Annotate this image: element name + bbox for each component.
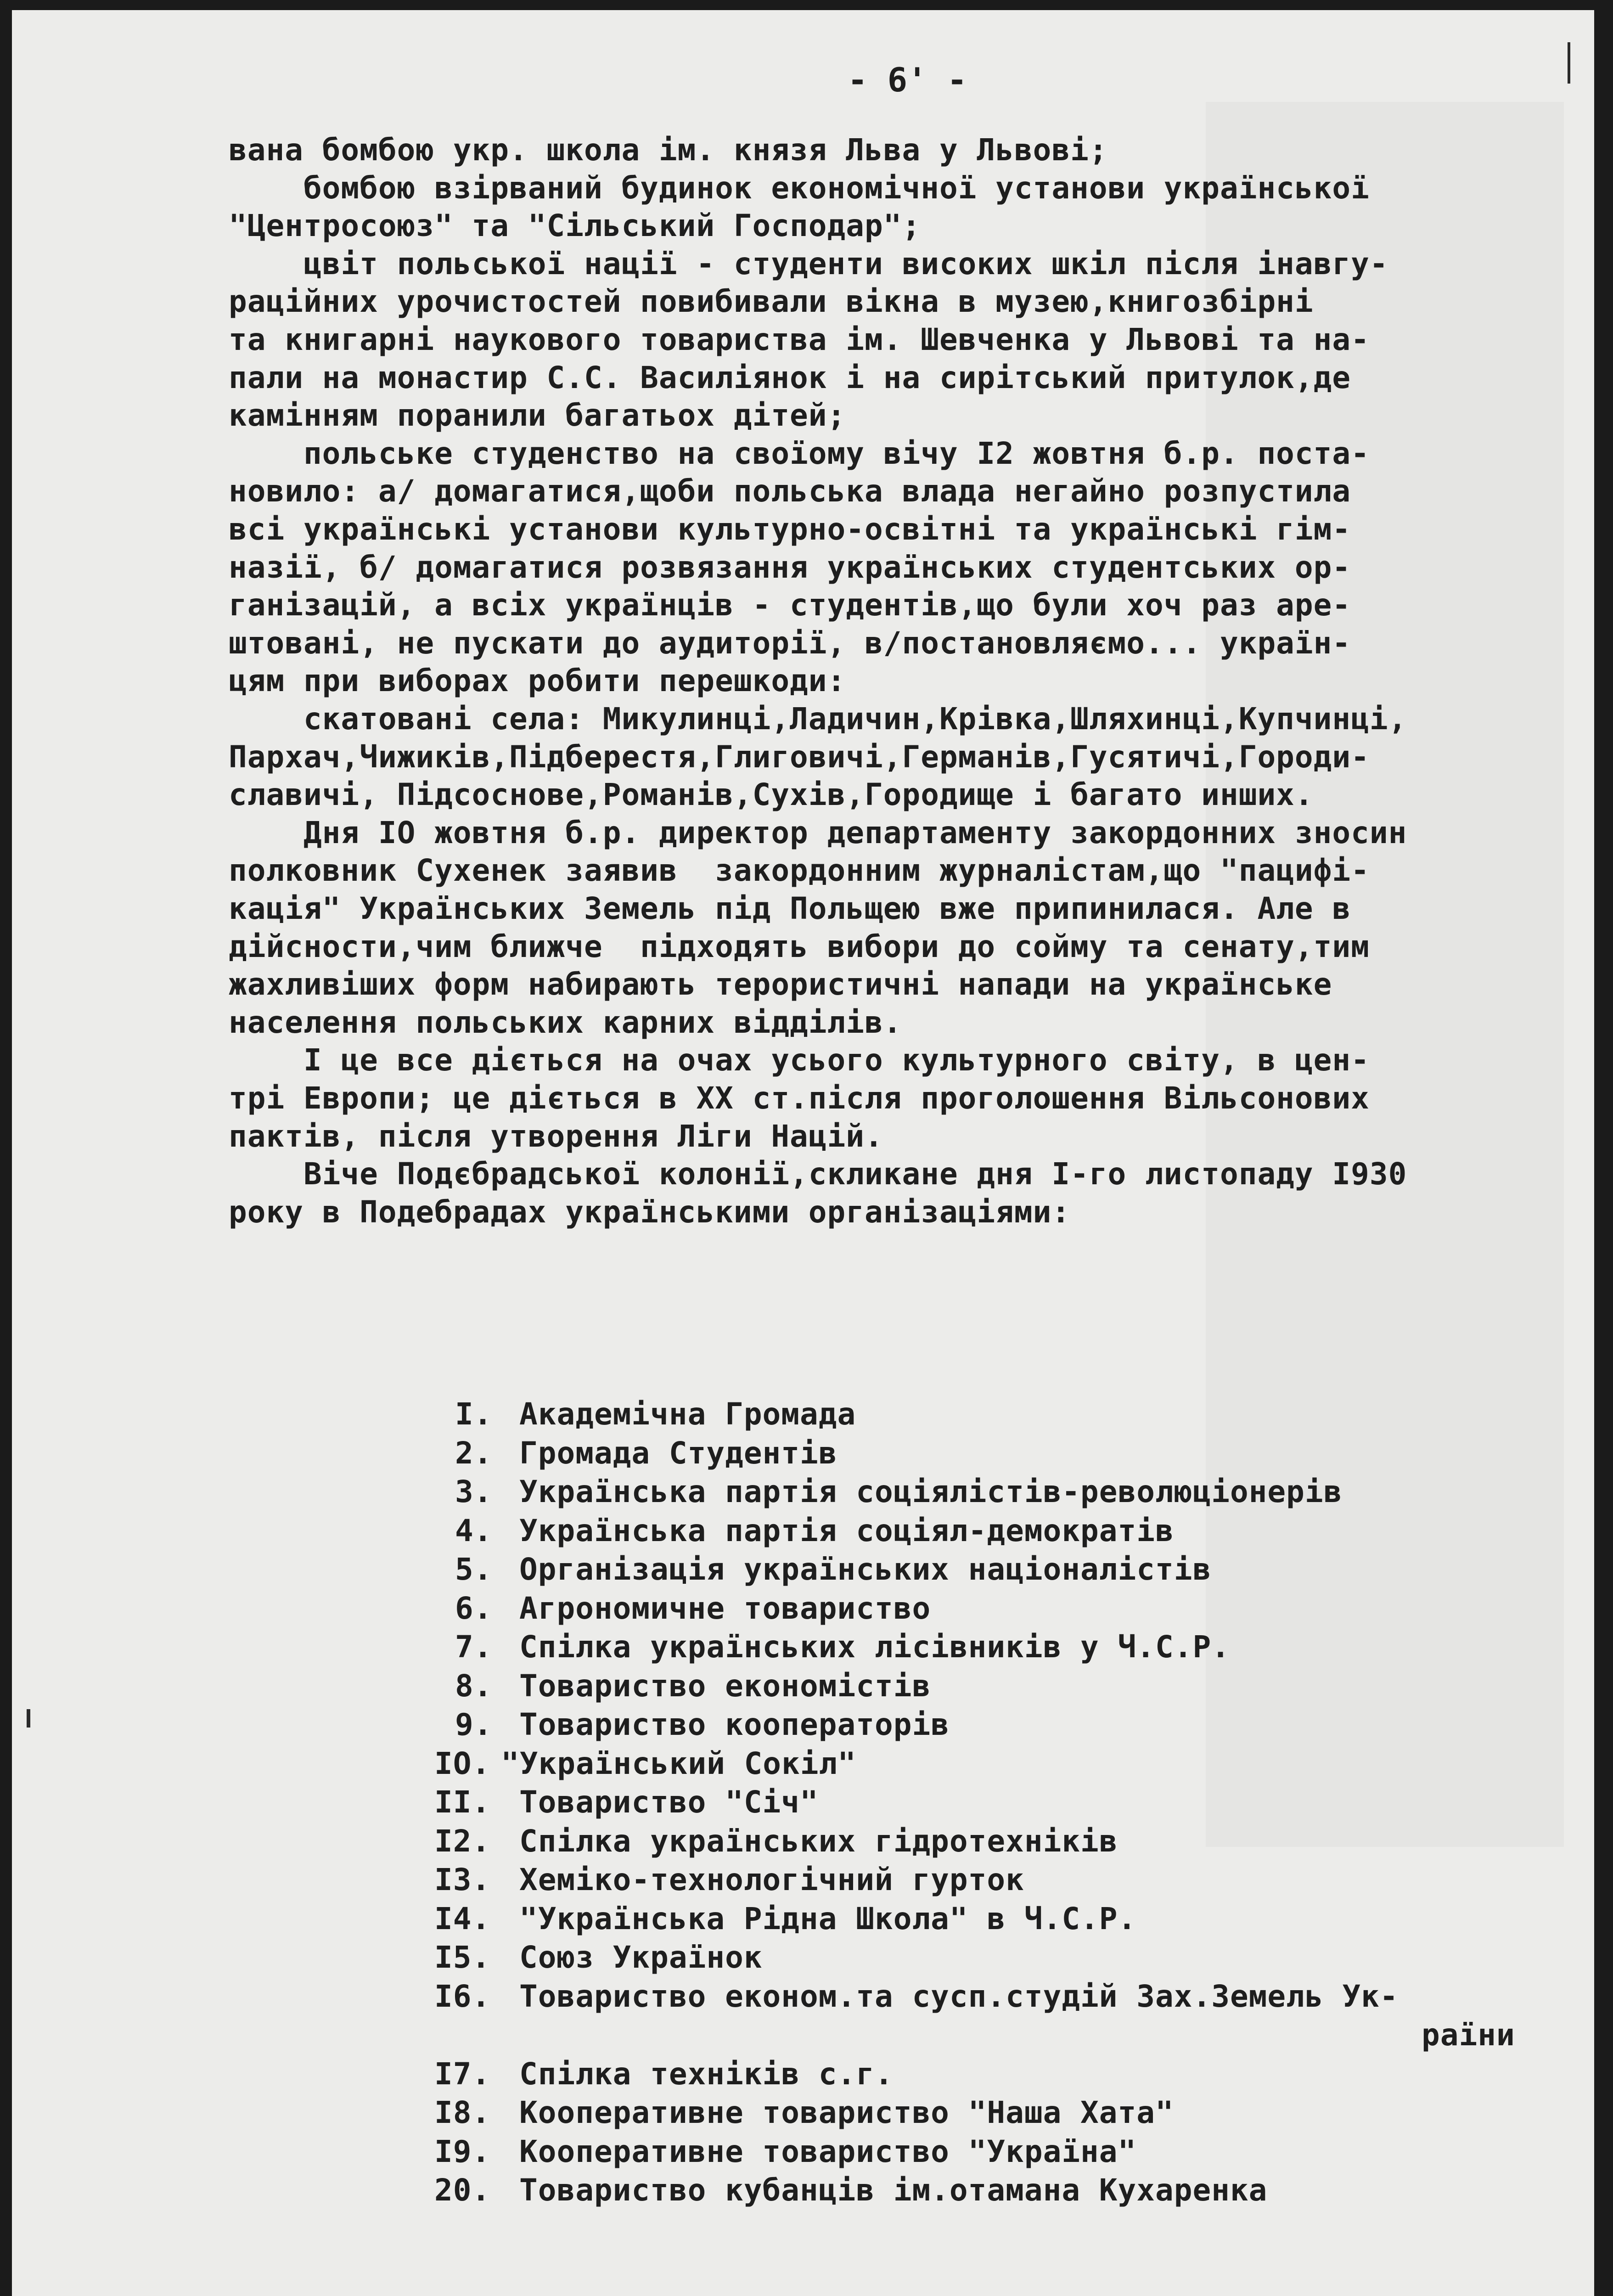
text-line: жахливіших форм набирають терористичні напади на українське [229,967,1332,1002]
text-line: скатовані села: Микулинці,Ладичин,Крівка,Шляхинці,Купчинці, [229,701,1407,737]
list-item: Союз Українок [519,1940,763,1975]
list-item-number: II. [434,1784,491,1820]
list-item-number: 6. [455,1590,493,1626]
list-item: Організація українських націоналістів [519,1552,1212,1587]
list-item: "Український Сокіл" [501,1745,856,1781]
list-item: Кооперативне товариство "Наша Хата" [519,2095,1174,2130]
text-line: Віче Подєбрадської колонії,скликане дня I-го листопаду I930 [229,1156,1407,1192]
text-line: населення польських карних відділів. [229,1004,902,1040]
text-line: полковник Сухенек заявив закордонним журналістам,що "пацифі- [229,853,1370,889]
edge-mark [1568,42,1570,84]
text-line: новило: а/ домагатися,щоби польська влада негайно розпустила [229,473,1351,509]
text-line: назії, б/ домагатися розвязання українських студентських ор- [229,549,1351,585]
text-line: І це все діється на очах усього культурного світу, в цен- [229,1042,1370,1078]
document-page [12,10,1594,2296]
list-item-number: I7. [434,2056,491,2092]
list-item: Товариство "Січ" [519,1784,819,1820]
list-item-number: I6. [434,1978,491,2014]
list-item: Спілка техніків с.г. [519,2056,894,2092]
list-item: Агрономичне товариство [519,1590,931,1626]
text-line: пали на монастир С.С. Василіянок і на сирітський притулок,де [229,360,1351,395]
text-line: "Центросоюз" та "Сільський Господар"; [229,208,921,244]
list-item: Товариство кубанців ім.отамана Кухаренка [519,2172,1268,2208]
list-item-number: I8. [434,2095,491,2130]
text-line: дійсности,чим ближче підходять вибори до сойму та сенату,тим [229,929,1370,964]
list-item: Хеміко-технологічний гурток [519,1862,1024,1897]
text-line: бомбою взірваний будинок економічної установи української [229,170,1370,206]
text-line: ганізацій, а всіх українців - студентів,що були хоч раз аре- [229,587,1351,623]
list-item: Товариство кооператорів [519,1707,950,1742]
text-line: року в Подебрадах українськими організаціями: [229,1194,1071,1230]
edge-mark [27,1709,30,1728]
list-item-number: 7. [455,1629,493,1665]
list-item-number: 3. [455,1474,493,1509]
list-item: Спілка українських лісівників у Ч.С.Р. [519,1629,1230,1665]
list-item: Українська партія соціял-демократів [519,1513,1174,1548]
text-line: пактів, після утворення Ліги Націй. [229,1118,883,1154]
list-item-number: 8. [455,1668,493,1704]
text-line: камінням поранили багатьох дітей; [229,398,846,433]
text-line: Пархач,Чижиків,Підберестя,Глиговичі,Германів,Гусятичі,Городи- [229,739,1370,775]
list-item: Громада Студентів [519,1435,837,1471]
list-item: "Українська Рідна Школа" в Ч.С.Р. [519,1901,1137,1936]
list-item: Товариство економ.та сусп.студій Зах.Земель Ук- [519,1978,1399,2014]
list-item-number: I4. [434,1901,491,1936]
text-line: цвіт польської нації - студенти високих шкіл після інавгу- [229,246,1388,281]
list-item-number: 2. [455,1435,493,1471]
list-item: Українська партія соціялістів-революціонерів [519,1474,1343,1509]
list-item-number: I. [455,1396,493,1432]
list-item-number: IO. [434,1745,491,1781]
list-item: Академічна Громада [519,1396,856,1432]
text-line: всі українські установи культурно-освітні та українські гім- [229,512,1351,547]
list-item: Спілка українських гідротехніків [519,1823,1118,1859]
text-line: славичі, Підсоснове,Романів,Сухів,Городище і багато инших. [229,777,1314,813]
list-item-number: 9. [455,1707,493,1742]
list-item-number: I5. [434,1940,491,1975]
list-item-number: 20. [434,2172,491,2208]
list-item-continuation: раїни [1422,2017,1515,2053]
list-item-number: I3. [434,1862,491,1897]
text-line: цям при виборах робити перешкоди: [229,663,846,699]
text-line: штовані, не пускати до аудиторії, в/постановляємо... україн- [229,625,1351,661]
text-line: кація" Українських Земель під Польщею вже припинилася. Але в [229,891,1351,926]
list-item-number: 4. [455,1513,493,1548]
list-item: Кооперативне товариство "Україна" [519,2133,1137,2169]
text-line: вана бомбою укр. школа ім. князя Льва у Львові; [229,132,1108,168]
text-line: раційних урочистостей повибивали вікна в музею,книгозбірні [229,284,1314,320]
text-line: трі Европи; це діється в ХХ ст.після проголошення Вільсонових [229,1080,1370,1116]
list-item: Товариство економістів [519,1668,931,1704]
text-line: Дня IO жовтня б.р. директор департаменту закордонних зносин [229,815,1407,850]
list-item-number: 5. [455,1552,493,1587]
text-line: польське студенство на своїому вічу I2 жовтня б.р. поста- [229,435,1370,471]
list-item-number: I2. [434,1823,491,1859]
list-item-number: I9. [434,2133,491,2169]
page-number: - 6' - [848,61,967,99]
text-line: та книгарні наукового товариства ім. Шевченка у Львові та на- [229,322,1370,357]
